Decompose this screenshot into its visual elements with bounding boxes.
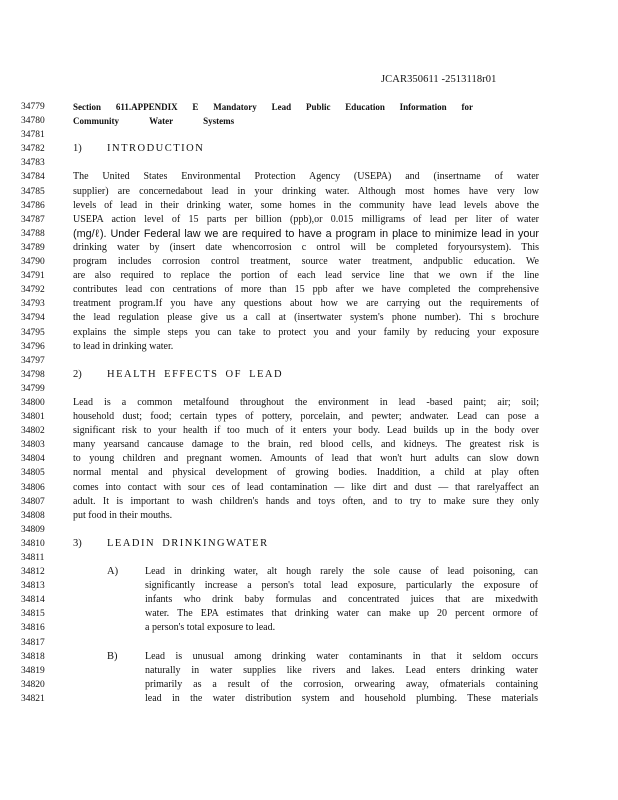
item-text: a person's total exposure to lead. — [145, 622, 276, 634]
document-line — [0, 185, 618, 199]
line-number: 34797 — [21, 355, 45, 366]
line-number: 34804 — [21, 454, 45, 465]
document-line — [0, 396, 618, 410]
paragraph-text: drinking water by (insert date whencorrosion c ontrol will be completed foryoursystem). This — [73, 241, 539, 253]
document-line — [0, 410, 618, 424]
line-number: 34799 — [21, 383, 45, 394]
document-line — [0, 523, 618, 537]
paragraph-text: program includes corrosion control treatment, source water treatment, andpublic education. We — [73, 256, 539, 268]
line-number: 34813 — [21, 581, 45, 592]
line-number: 34819 — [21, 665, 45, 676]
item-text: water. The EPA estimates that drinking water can make up 20 percent ormore of — [145, 608, 538, 620]
line-number: 34809 — [21, 524, 45, 535]
line-number: 34791 — [21, 271, 45, 282]
paragraph-text: treatment program.If you have any questions about how we are carrying out the requirements of — [73, 298, 539, 310]
line-number: 34790 — [21, 257, 45, 268]
document-line — [0, 692, 618, 706]
line-number: 34793 — [21, 299, 45, 310]
line-number: 34814 — [21, 595, 45, 606]
paragraph-text: adult. It is important to wash children's hands and toys often, and to try to make sure they only — [73, 495, 539, 507]
document-line — [0, 311, 618, 325]
line-number: 34783 — [21, 158, 45, 169]
line-number: 34780 — [21, 116, 45, 127]
item-text: lead in the water distribution system and household plumbing. These materials — [145, 692, 538, 704]
paragraph-text: normal mental and physical development of growing bodies. Inaddition, a child at play often — [73, 467, 539, 479]
item-label: A) — [107, 566, 119, 578]
document-line — [0, 241, 618, 255]
item-text: primarily as a result of the corrosion, orwearing away, ofmaterials containing — [145, 678, 538, 690]
item-text: infants who drink baby formulas and concentrated juices that are mixedwith — [145, 594, 538, 606]
document-line — [0, 636, 618, 650]
line-number: 34817 — [21, 637, 45, 648]
document-line — [0, 664, 618, 678]
paragraph-text: comes into contact with sour ces of lead contamination — like dirt and dust — that rarelyaffect an — [73, 481, 539, 493]
document-line — [0, 607, 618, 621]
line-number: 34818 — [21, 651, 45, 662]
document-line — [0, 678, 618, 692]
line-number: 34802 — [21, 426, 45, 437]
section-number: 3) — [73, 537, 82, 549]
line-number: 34820 — [21, 679, 45, 690]
document-line — [0, 283, 618, 297]
document-body — [0, 100, 618, 706]
document-line — [0, 128, 618, 142]
paragraph-text: many yearsand cancause damage to the brain, red blood cells, and kidneys. The greatest risk is — [73, 439, 539, 451]
line-number: 34810 — [21, 538, 45, 549]
document-reference: JCAR350611 -2513118r01 — [381, 74, 497, 85]
line-number: 34803 — [21, 440, 45, 451]
line-number: 34801 — [21, 412, 45, 423]
document-line — [0, 650, 618, 664]
document-line — [0, 495, 618, 509]
line-number: 34805 — [21, 468, 45, 479]
section-number: 1) — [73, 143, 82, 155]
line-number: 34784 — [21, 172, 45, 183]
item-label: B) — [107, 650, 118, 662]
paragraph-text: Lead is a common metalfound throughout the environment in lead -based paint; air; soil; — [73, 396, 539, 408]
line-number: 34812 — [21, 567, 45, 578]
item-text: significantly increase a person's total lead exposure, particularly the exposure of — [145, 580, 538, 592]
line-number: 34781 — [21, 130, 45, 141]
document-line — [0, 438, 618, 452]
document-line — [0, 100, 618, 114]
section-title: HEALTH EFFECTS OF LEAD — [107, 368, 284, 380]
line-number: 34816 — [21, 623, 45, 634]
paragraph-text: the lead regulation please give us a call at (insertwater system's phone number). Thi s brochure — [73, 312, 539, 324]
line-number: 34786 — [21, 200, 45, 211]
document-line — [0, 579, 618, 593]
appendix-title: Section 611.APPENDIX E Mandatory Lead Public Education Information for — [73, 102, 473, 112]
document-line — [0, 424, 618, 438]
document-line — [0, 326, 618, 340]
section-title: LEADIN DRINKINGWATER — [107, 537, 269, 549]
section-title: INTRODUCTION — [107, 143, 205, 155]
document-line — [0, 452, 618, 466]
document-line — [0, 368, 618, 382]
document-line — [0, 156, 618, 170]
line-number: 34779 — [21, 102, 45, 112]
document-line — [0, 142, 618, 156]
paragraph-text: The United States Environmental Protection Agency (USEPA) and (insertname of water — [73, 171, 539, 183]
document-line — [0, 481, 618, 495]
paragraph-text: put food in their mouths. — [73, 509, 173, 521]
line-number: 34806 — [21, 482, 45, 493]
document-line — [0, 199, 618, 213]
line-number: 34795 — [21, 327, 45, 338]
document-line — [0, 509, 618, 523]
line-number: 34821 — [21, 693, 45, 704]
paragraph-text: significant risk to your health if too much of it enters your body. Lead builds up in the body over — [73, 425, 539, 437]
line-number: 34792 — [21, 285, 45, 296]
paragraph-text: to young children and pregnant women. Amounts of lead that won't hurt adults can slow down — [73, 453, 539, 465]
document-line — [0, 354, 618, 368]
paragraph-text: explains the simple steps you can take to protect you and your family by reducing your exposure — [73, 326, 539, 338]
line-number: 34789 — [21, 242, 45, 253]
paragraph-text: household dust; food; certain types of pottery, porcelain, and pewter; andwater. Lead can pose a — [73, 411, 539, 423]
line-number: 34794 — [21, 313, 45, 324]
line-number: 34798 — [21, 369, 45, 380]
paragraph-text: USEPA action level of 15 parts per billion (ppb),or 0.015 milligrams of lead per liter of water — [73, 213, 539, 225]
document-line — [0, 269, 618, 283]
appendix-title-cont: Community Water Systems — [73, 116, 235, 127]
document-line — [0, 593, 618, 607]
document-line — [0, 255, 618, 269]
section-number: 2) — [73, 368, 82, 380]
document-line — [0, 297, 618, 311]
item-text: Lead in drinking water, alt hough rarely the sole cause of lead poisoning, can — [145, 566, 538, 578]
document-line — [0, 213, 618, 227]
line-number: 34807 — [21, 496, 45, 507]
item-text: naturally in water supplies like rivers and lakes. Lead enters drinking water — [145, 664, 538, 676]
line-number: 34815 — [21, 609, 45, 620]
document-line — [0, 227, 618, 241]
document-line — [0, 537, 618, 551]
line-number: 34787 — [21, 214, 45, 225]
document-line — [0, 551, 618, 565]
line-number: 34800 — [21, 397, 45, 408]
line-number: 34782 — [21, 144, 45, 155]
paragraph-text: contributes lead con centrations of more than 15 ppb after we have completed the comprehensive — [73, 284, 539, 296]
document-line — [0, 621, 618, 635]
line-number: 34785 — [21, 186, 45, 197]
document-line — [0, 170, 618, 184]
line-number: 34808 — [21, 510, 45, 521]
line-number: 34788 — [21, 228, 45, 239]
paragraph-text: (mg/ℓ). Under Federal law we are required to have a program in place to minimize lead in your — [73, 227, 539, 240]
paragraph-text: are also required to replace the portion of each lead service line that we own if the line — [73, 270, 539, 282]
paragraph-text: supplier) are concernedabout lead in your drinking water. Although most homes have very low — [73, 185, 539, 197]
document-line — [0, 114, 618, 128]
document-line — [0, 340, 618, 354]
paragraph-text: to lead in drinking water. — [73, 340, 174, 352]
document-line — [0, 466, 618, 480]
line-number: 34811 — [21, 553, 45, 563]
line-number: 34796 — [21, 341, 45, 352]
document-line — [0, 565, 618, 579]
item-text: Lead is unusual among drinking water contaminants in that it seldom occurs — [145, 650, 538, 662]
document-line — [0, 382, 618, 396]
paragraph-text: levels of lead in their drinking water, some homes in the community have lead levels above the — [73, 199, 539, 211]
